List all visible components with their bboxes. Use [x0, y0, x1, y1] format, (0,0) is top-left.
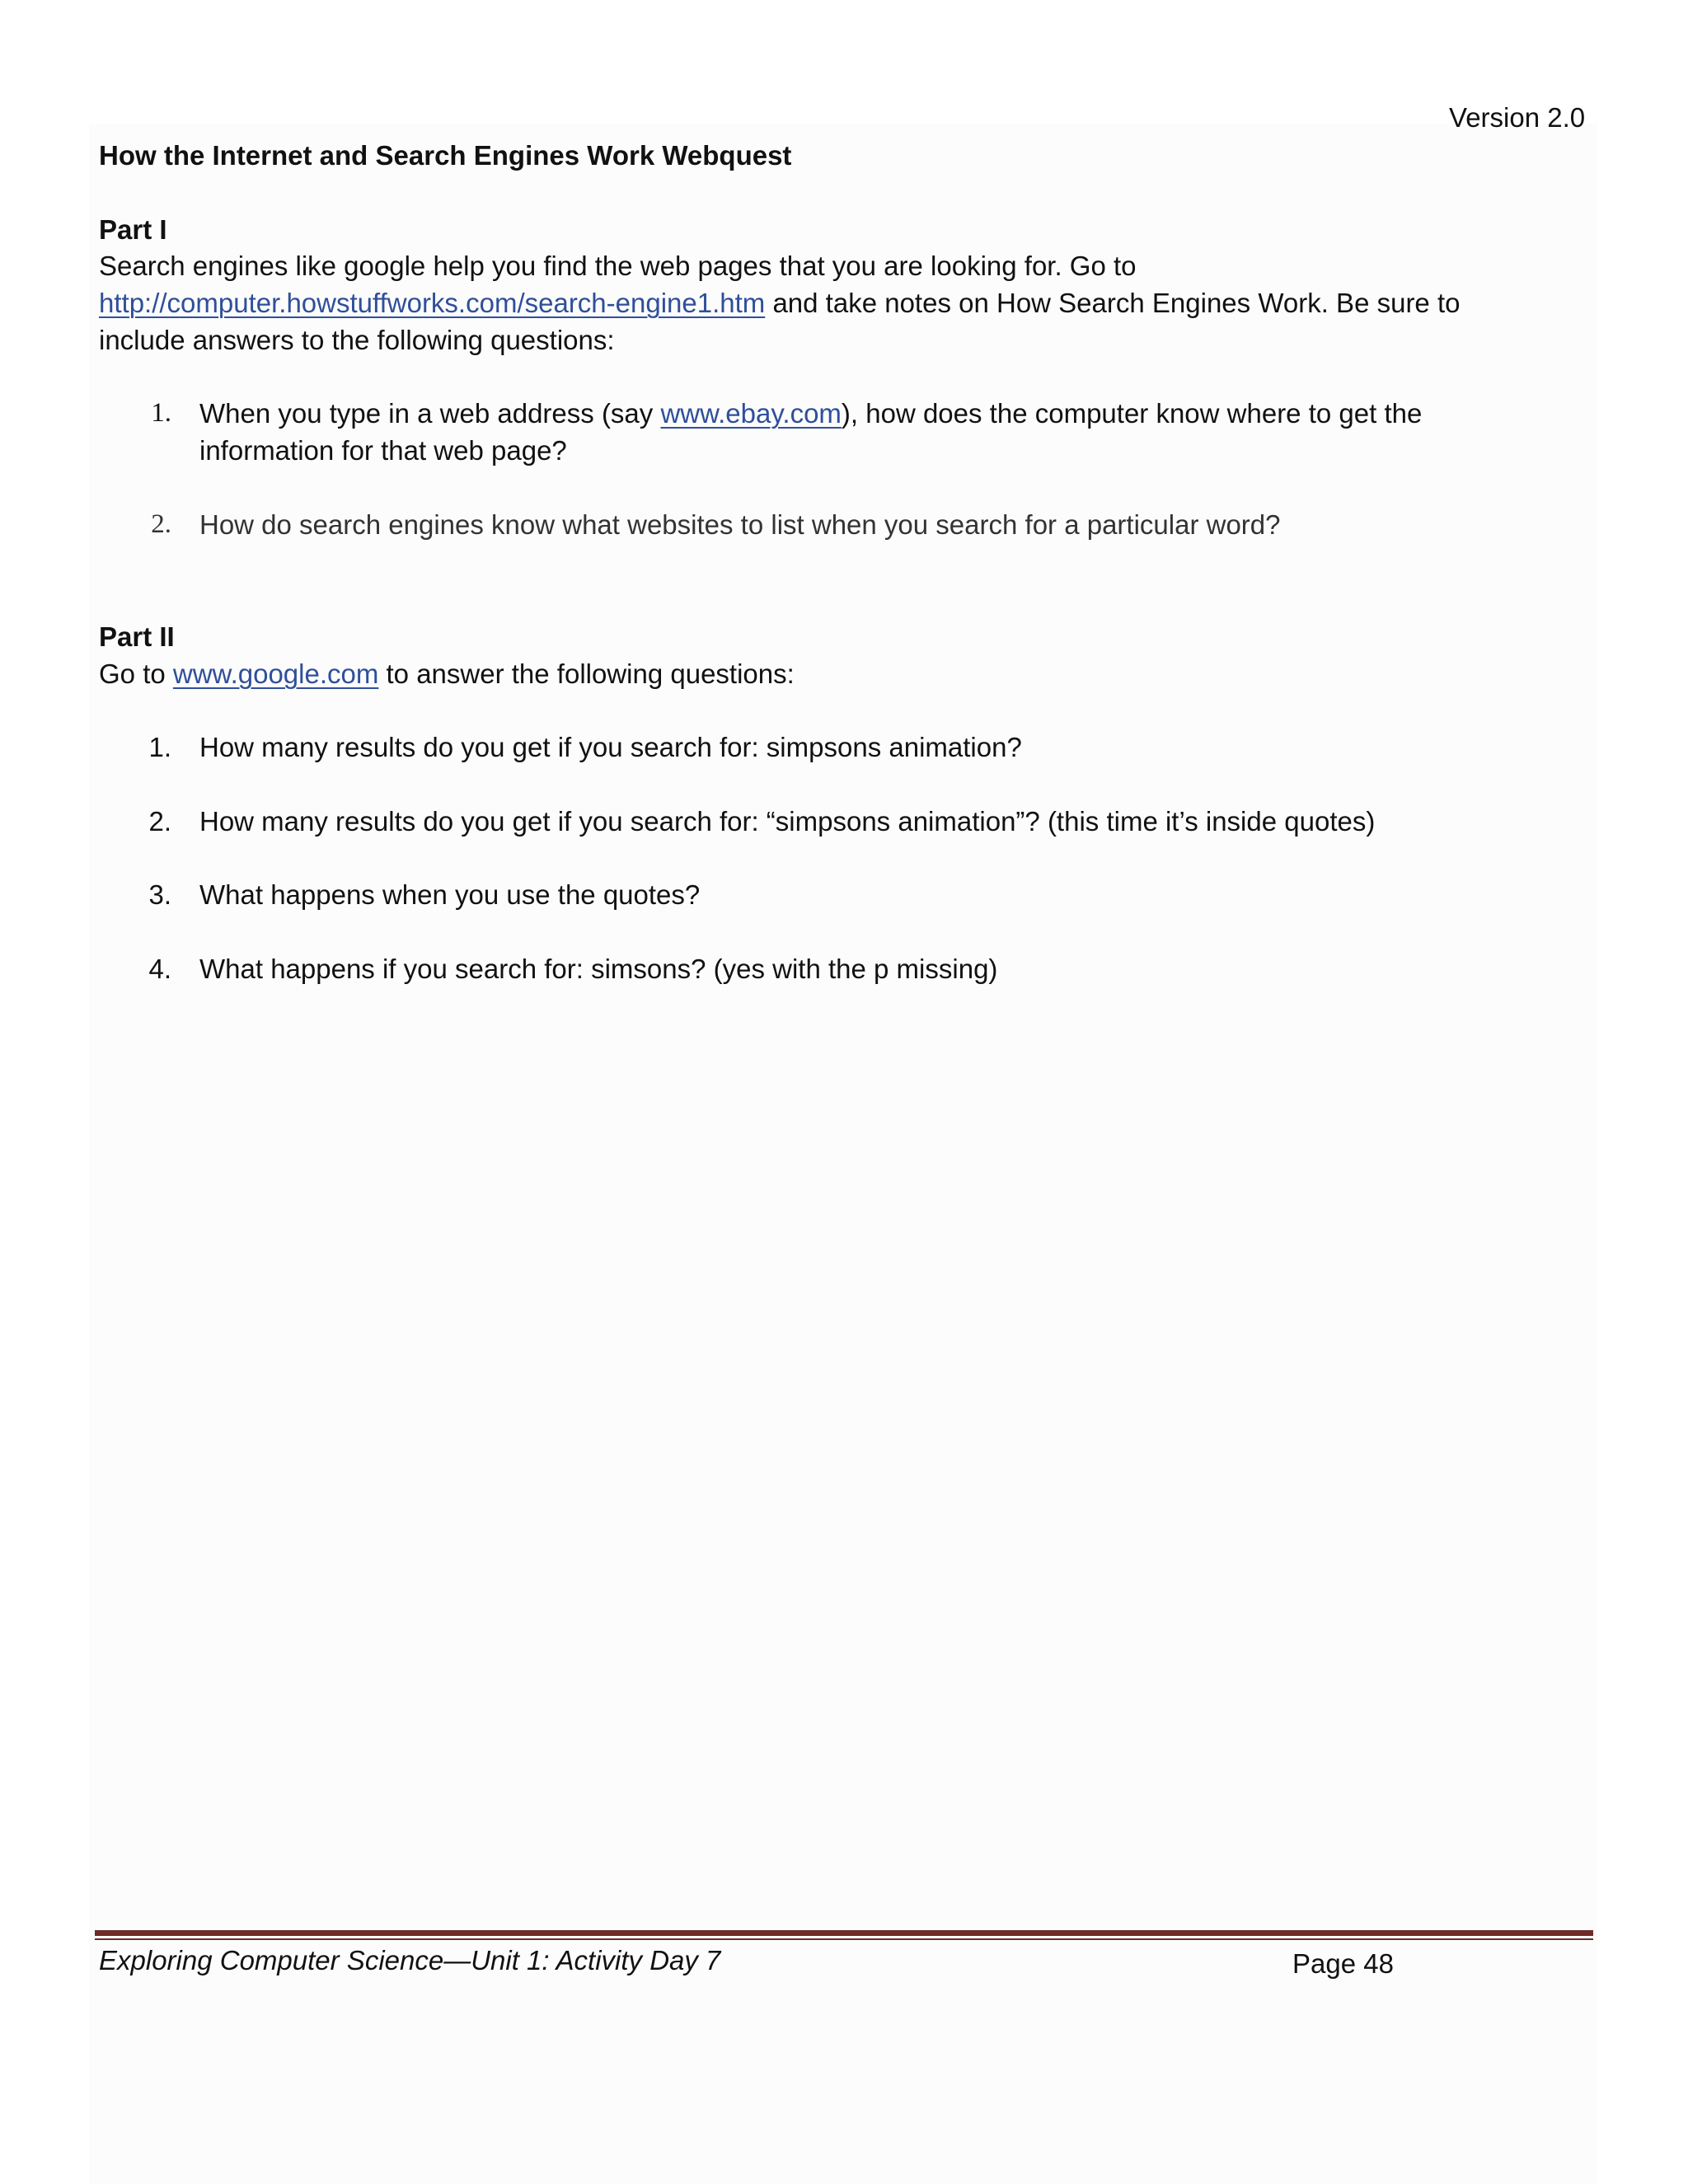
part2-question-3: [0, 876, 1688, 913]
footer-page-number: Page 48: [1292, 1948, 1394, 1979]
howstuffworks-link[interactable]: http://computer.howstuffworks.com/search-engine1.htm: [99, 288, 766, 318]
part1-intro-line1: Search engines like google help you find the web pages that you are looking for. Go to: [99, 251, 1137, 281]
footer-rule: [95, 1930, 1593, 1936]
question-text: How many results do you get if you search for: simpsons animation?: [199, 732, 1022, 762]
question-text-after-link: ), how does the computer know where to get the: [841, 398, 1423, 429]
version-label: Version 2.0: [1449, 102, 1586, 133]
part2-intro: [99, 655, 795, 692]
part2-question-1: [0, 729, 1688, 766]
question-number: 1.: [148, 732, 171, 762]
question-text: [199, 395, 1422, 432]
footer-course-label: Exploring Computer Science—Unit 1: Activity Day 7: [99, 1945, 721, 1975]
part2-intro-after-link: to answer the following questions:: [378, 658, 795, 689]
question-number: 2.: [148, 806, 171, 837]
question-text: How do search engines know what websites to list when you search for a particular word?: [199, 509, 1281, 540]
part1-question-2: [0, 506, 1688, 543]
part2-question-2: [0, 803, 1688, 840]
question-number: 3.: [148, 879, 171, 910]
question-number: 1.: [151, 398, 171, 428]
part1-intro-line3: include answers to the following questions:: [99, 325, 615, 355]
ebay-link[interactable]: www.ebay.com: [660, 398, 842, 429]
question-text: What happens if you search for: simsons? (yes with the p missing): [199, 954, 998, 984]
part2-intro-before-link: Go to: [99, 658, 173, 689]
google-link[interactable]: www.google.com: [172, 658, 379, 689]
question-text-before-link: When you type in a web address (say: [199, 398, 661, 429]
question-text: What happens when you use the quotes?: [199, 879, 701, 910]
part1-heading: Part I: [99, 214, 167, 245]
question-number: 4.: [148, 954, 171, 984]
document-title: How the Internet and Search Engines Work Webquest: [99, 140, 792, 171]
part1-intro-line2: [99, 284, 1460, 321]
question-text-line2: information for that web page?: [199, 435, 567, 466]
question-number: 2.: [151, 509, 171, 539]
part1-question-1: [0, 395, 1688, 469]
part1-intro-line2-rest: and take notes on How Search Engines Work. Be sure to: [765, 288, 1461, 318]
part2-question-4: [0, 950, 1688, 987]
question-text: How many results do you get if you search for: “simpsons animation”? (this time it’s inside quotes): [199, 806, 1376, 837]
part2-heading: Part II: [99, 621, 175, 652]
footer-rule-thin: [95, 1938, 1593, 1940]
